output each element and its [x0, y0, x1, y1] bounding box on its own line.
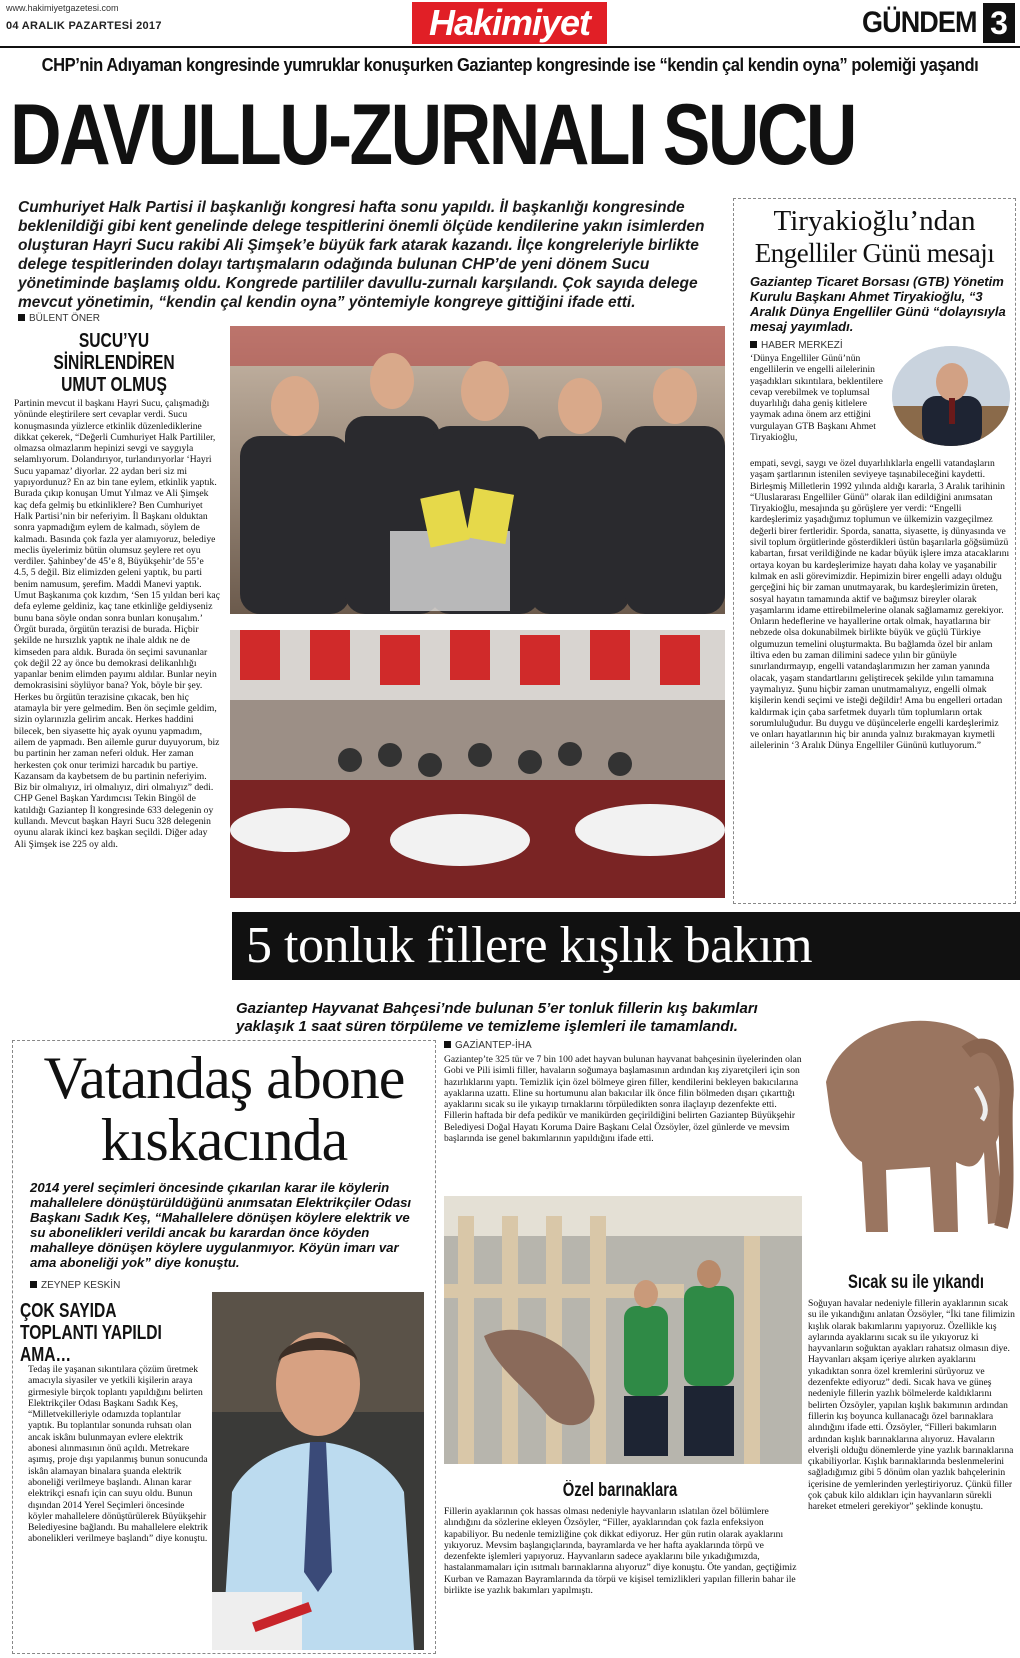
section-title: GÜNDEM	[862, 6, 977, 39]
caption-hot-water: Sıcak su ile yıkandı	[848, 1272, 984, 1293]
main-byline: BÜLENT ÖNER	[18, 313, 100, 324]
elephant-right-body: Soğuyan havalar nedeniyle fillerin ayaklarının sıcak su ile yıkandığını anlatan Özsöyler, “İki tane filimizin kışlık olarak bakımlarını yapıyoruz. Özellikle kış aylarında ayaklarını sıcak su ile yıkıyoruz ki hayvanların soğuktan ayakları rahatsız olmasın diye. Hayvanları akşam içeriye alırken ayaklarını yıkadıktan sonra özel kremlerini sürüyoruz ve dezenfekte ediyoruz” dedi. Sıcak hava ve güneş nedeniyle fillerin yazlık bölmelerde kaldıklarını belirten Özsöyler, yapılan kışlık bakımının ardından fillerin kış boyunca kullanacağı özel barınaklara alındığını ifade etti. Özsöyler, “Filleri bakımların ardından kışlık barınaklarına alıyoruz. Havaların elverişli olduğu dönemlerde yine yazlık barınaklarına çıkabiliyorlar. Kışlık barınaklarında beslenmelerini sağladığımız gibi 5 dönüm olan yazlık bahçelerinin içerisine de yemlerinden yerleştiriyoruz. Çünkü filler çok çabuk kilo aldıkları için hayvanların sürekli hareket etmeleri gerekiyor” şeklinde konuştu.	[808, 1298, 1015, 1513]
issue-date: 04 ARALIK PAZARTESİ 2017	[6, 20, 162, 32]
vatandas-byline: ZEYNEP KESKİN	[30, 1280, 120, 1291]
side-byline: HABER MERKEZİ	[750, 340, 843, 351]
side-subtitle: Gaziantep Ticaret Borsası (GTB) Yönetim Kurulu Başkanı Ahmet Tiryakioğlu, “3 Aralık Dünya Engelliler Günü “dolayısıyla mesaj yayımladı.	[750, 274, 1006, 334]
header-rule	[0, 46, 1020, 48]
congress-photo-ballot	[230, 326, 725, 614]
elephant-lead: Gaziantep Hayvanat Bahçesi’nde bulunan 5’er tonluk fillerin kış bakımları yaklaşık 1 saat süren törpüleme ve temizleme işlemleri ile tamamlandı.	[236, 1000, 758, 1035]
main-lead: Cumhuriyet Halk Partisi il başkanlığı kongresi hafta sonu yapıldı. İl başkanlığı kongresinde beklenildiği gibi kent genelinde delege tespitlerini önemli ölçüde kendilerine yakın isimlerden oluşturan Hayri Sucu rakibi Ali Şimşek’e büyük fark atarak kazandı. İlçe kongreleriyle birlikte delege tespitlerinden dolayı tartışmaların odağında bulunan CHP’de yeni dönem Sucu yönetiminde başlamış oldu. Kongrede partililer davullu-zurnalı karşılandı. Çok sayıda delege mevcut yönetimin, “kendin çal kendin oyna” yöntemiyle kongreye gittiğini ifade etti.	[18, 199, 705, 311]
elephant-body: Gaziantep’te 325 tür ve 7 bin 100 adet hayvan bulunan hayvanat bahçesinin üyelerinden olan Gobi ve Pili isimli filler, havaların soğumaya başlamasının ardından kış ziyaretçileri için son hazırlıklarını yaptı. Temizlik için özel bölmeye giren filler, kendilerini bekleyen bakıcılarına ayaklarına uzattı. Eline su hortumunu alan bakıcılar ilk önce filin bölmeden dışarı çıkarttığı ayaklarını sıcak su ile yıkayıp tırnaklarını törpüledikten sonra ilaçlayıp dezenfekte etti. Fillerin haftada bir defa pedikür ve manikürden geçirildiğini belirten Gaziantep Büyükşehir Belediyesi Doğal Hayatı Koruma Daire Başkanı Celal Özsöyler, özel günlerde ve mevsim başlarında ise genel bakımlarının yapıldığını ifade etti.	[444, 1054, 802, 1145]
newspaper-logo: Hakimiyet	[412, 2, 607, 44]
sadik-kes-photo	[212, 1292, 424, 1650]
side-body-wrap: ‘Dünya Engelliler Günü’nün engellilerin ve engelli ailelerinin yaşadıkları sıkıntılara, beklentilere cevap verebilmek ve toplumsal duyarlılığı daha geniş kitlelere yaymak adına önem arz ettiğini vurgulayan GTB Başkanı Ahmet Tiryakioğlu,	[750, 353, 883, 444]
vatandas-body: Tedaş ile yaşanan sıkıntılara çözüm üretmek amacıyla siyasiler ve yetkili kişilerin araya girmesiyle birçok toplantı yapıldığını belirten Elektrikçiler Odası Başkanı Sadık Keş, “Milletvekilleriyle odamızda toplantılar yaptık. Bu toplantılar sonunda ruhsatı olan ancak iskânı bulunmayan evlere elektrik abonesi alınmasının önü açıldı. Metrekare aşımış, proje dışı yapılanmış bunun sonucunda iskân alamayan binalara şuanda elektrik aboneliği verilmeye başlandı. Alınan karar elektrikçi esnafı için can suyu oldu. Bunun dışından 2014 Yerel Seçimleri öncesinde köyler mahallelere dönüştürülerek Büyükşehir Belediyesine bağlandı. Bu mahallelere elektrik abonelikleri verilmeye başlandı” diye konuştu.	[28, 1364, 208, 1545]
vatandas-title-line2: kıskacında	[100, 1107, 348, 1173]
main-kicker: CHP’nin Adıyaman kongresinde yumruklar konuşurken Gaziantep kongresinde ise “kendin çal kendin oyna” polemiği yaşandı	[41, 55, 979, 75]
side-title-line2: Engelliler Günü mesajı	[754, 238, 995, 268]
side-title-line1: Tiryakioğlu’ndan	[773, 205, 976, 237]
congress-photo-hall	[230, 630, 725, 898]
main-headline: DAVULLU-ZURNALI SUCU	[10, 87, 856, 183]
main-subhead: SUCU’YU SİNİRLENDİREN UMUT OLMUŞ	[53, 330, 175, 396]
elephant-foot-photo	[444, 1196, 802, 1464]
side-body: empati, sevgi, saygı ve özel duyarlılıklarla engelli vatandaşların yaşam şartlarının istenilen seviyeye taşınabileceğini kaydetti. Birleşmiş Milletlerin 1992 yılında aldığı kararla, 3 Aralık tarihinin “Uluslararası Engelliler Günü” olarak ilan edildiğini anımsatan Tiryakioğlu, mesajında şu görüşlere yer verdi: “Engelli kardeşlerimiz yaşadığımız toplumun ve ülkemizin vazgeçilmez değerli birer fertleridir. Sporda, sanatta, siyasette, iş dünyasında ve sivil toplum örgütlerinde gösterdikleri üstün başarılarla göğsümüzü kabartan, fırsat verildiğinde ne kadar büyük işlere imza atacaklarını ortaya koyan bu kardeşlerimize hayatı daha kolay ve yaşanabilir kılmak en asli görevimizdir. Hepimizin birer engelli adayı olduğu gerçeğini hiç bir zaman unutmayarak, bu kardeşlerimizin üreten, sosyal hayatın tamamında aktif ve bağımsız bireyler olarak yaşamlarını idame ettirebilmelerine olanak sağlamamız gerekiyor. Onların hedeflerine ve hayallerine ortak olmak, hayatlarına bir nebzede olsa dokunabilmek birlikte büyük ve güçlü Türkiye olgumuzun temelini oluşturmakta. Bu bağlamda özel bir anlam iltiva eden bu zaman dilimini sadece yılın bir günüyle sınırlandırmayıp, engelli vatandaşlarımızın her zaman yanında olacak, yaşam standartlarını geliştirecek şekilde yılın tamamına yaymalıyız. Şunu hiçbir zaman unutmamalıyız, engelli olmak kişilerin kendi seçimi ve isteği değildir! Ama bu engelleri ortadan kaldırmak için çaba sarfetmek duyarlı tüm toplumların ortak sorumluluğudur. Bu duygu ve düşüncelerle engelli kardeşlerimiz ve onları hayatlarının hiç bir anında yalnız bırakmayan kıymetli ailelerinin ‘3 Aralık Dünya Engelliler Gününü kutluyorum.”	[750, 458, 1010, 752]
site-url: www.hakimiyetgazetesi.com	[6, 3, 119, 13]
elephant-photo	[806, 992, 1018, 1270]
caption-special-shelter: Özel barınaklara	[562, 1480, 678, 1501]
vatandas-title-line1: Vatandaş abone	[43, 1045, 405, 1111]
tiryakioglu-portrait	[892, 346, 1010, 446]
elephant-headline: 5 tonluk fillere kışlık bakım	[232, 912, 1020, 980]
page-number: 3	[983, 3, 1015, 43]
elephant-byline: GAZİANTEP-İHA	[444, 1040, 532, 1051]
main-body: Partinin mevcut il başkanı Hayri Sucu, çalışmadığı yönünde eleştirilere sert cevaplar verdi. Sucu konuşmasında yüzlerce etkinlik düzenlediklerine dikkat çekerek, “Değerli Cumhuriyet Halk Partililer, olmazsa olmazlarım hepinizi sevgi ve saygıyla selamlıyorum. Dolandırıyor, turlandırıyorlar ‘Hayri Sucu yapamaz’ diyorlar. 22 aydan beri siz mi yapıyordunuz? En az bin tane eylem, etkinlik yaptık. Burada çıkıp konuşan Umut Yılmaz ve Ali Şimşek kaç defa gelmiş bu etkinliklere? Ben Cumhuriyet Halk Partisi’nin bir neferiyim. İl Başkanı olduktan sonra yapmadığım eylem de kalmadı, söylem de kalmadı. Basında çok fazla yer alamıyoruz, belediye meclis üyelerimiz bütün olumsuz şeylere ret oyu verdiler. Şahinbey’de 45’e 8, Büyükşehir’de 55’e 4.5, 5 değil. Biz elimizden geleni yaptık, bu parti benim namusum, şerefim. Maddi Manevi yaptık. Umut Başkanıma çok kızdım, ‘Sen 15 yıldan beri kaç defa eyleme geldiniz, kaç tane etkinliğe geldiyseniz bunu bana söyle ondan sonra bunları konuşalım.’ Örgüt burada, örgütün terazisi de burada. Hiçbir şekilde ne hırsızlık yaptık ne ihale aldık ne de kimseden para aldık. Burada ön seçimi savunanlar çok değil 22 ay önce bu demokrasi delikanlılığı yapanlar benim elimden payımı aldılar. Bunlar neyin demokrasisini söylüyor bana? Yok, böyle bir şey. Herkes bu örgütün terazisine çıkacak, ben hiç atamayla bir yere gelmedim. Ben ön seçimle geldim, sizin oylarınızla gelirim ancak. Herkes haddini bilecek, ben siyasette hiç ayak oyunu yapmadım, ailem de yapmadı. Ben ailemle gurur duyuyorum, biz bu partinin her zaman neferi olduk. Her zaman herkesten çok onur terimizi harcadık bu partiye. Kazansam da kaybetsem de bu partinin neferiyim. Biz bir olmalıyız, iri olmalıyız, diri olmalıyız” dedi. CHP Genel Başkan Yardımcısı Tekin Bingöl de katıldığı Gaziantep İl kongresinde 633 delegenin oy kullandı. Mevcut başkan Hayri Sucu 328 delegenin oyunu alarak ikinci kez başkan seçildi. Diğer aday Ali Şimşek ise 225 oy aldı.	[14, 398, 220, 850]
vatandas-lead: 2014 yerel seçimleri öncesinde çıkarılan karar ile köylerin mahallelere dönüştürüldüğünü anımsatan Elektrikçiler Odası Başkanı Sadık Keş, “Mahallelere dönüşen köylere elektrik ve su abonelikleri verildi ancak bu karardan önce köyden mahalleye dönüşen köylere uygulanmıyor. Köyün imarı var ama aboneliği yok” diye konuştu.	[30, 1180, 412, 1270]
vatandas-subhead: ÇOK SAYIDA TOPLANTI YAPILDI AMA…	[20, 1300, 162, 1366]
elephant-mid-body: Fillerin ayaklarının çok hassas olması nedeniyle hayvanların ıslatılan özel bölümlere alındığını da sözlerine ekleyen Özsöyler, “Filler, ayaklarından çok fazla enfeksiyon kapabiliyor. Bu nedenle temizliğine çok dikkat ediyoruz. Her gün rutin olarak ayaklarını yıkıyoruz. Mevsim başlangıçlarında, bayramlarda ve her hafta ayaklarında törpü ve dezenfekte işlemleri yapıyoruz. Hayvanların sadece ayaklarını bile yıkadığımızda, hastalanmamaları için ısıtmalı barınaklarına alıyoruz” diye konuştu. Öte yandan, geçtiğimiz Kurban ve Ramazan Bayramlarında da törpü ve kişisel temizlikleri yapılan fillerin bahar ile birlikte ise yazlık bakımları yapılmıştı.	[444, 1506, 797, 1597]
